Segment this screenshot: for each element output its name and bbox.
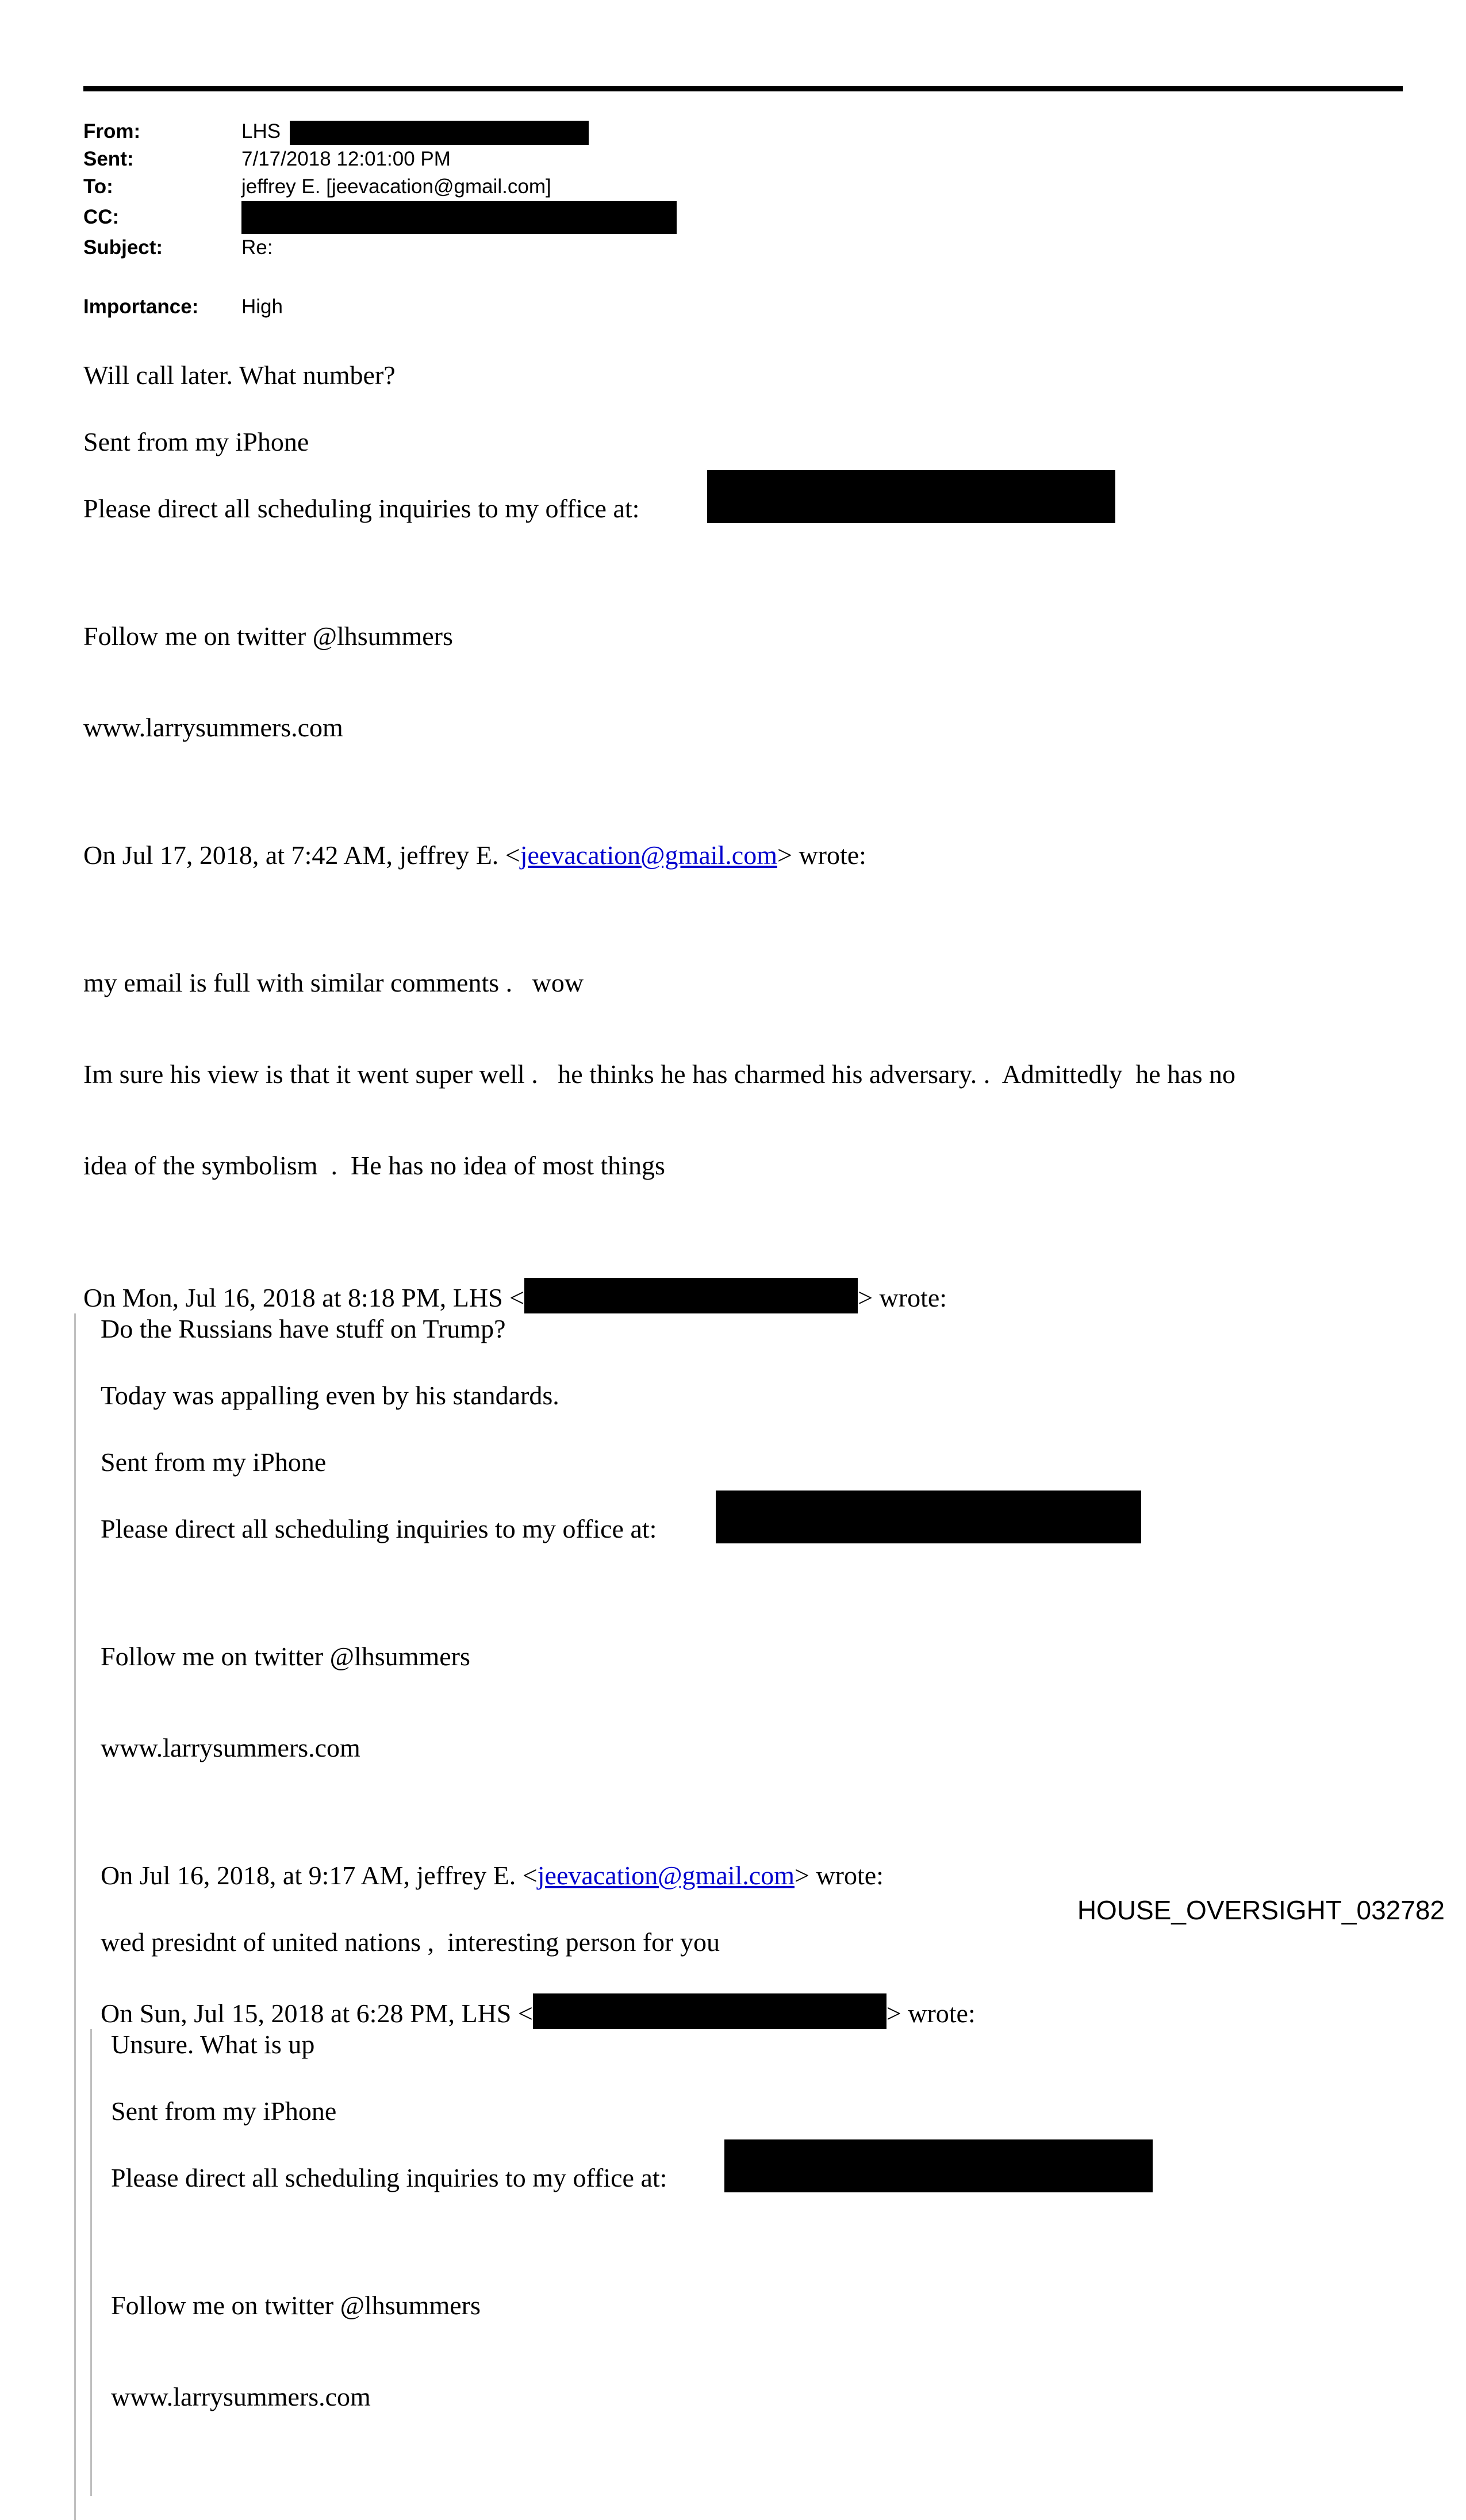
from-sender-name: LHS [241, 120, 281, 143]
signature-sent-from-iphone: Sent from my iPhone [83, 427, 309, 456]
header-row-sent [83, 145, 677, 173]
signature-website-line: www.larrysummers.com [101, 1733, 360, 1762]
header-row-subject [83, 234, 677, 262]
email5-body-line: Unsure. What is up [111, 2030, 315, 2059]
quote-level-2 [90, 2029, 1406, 2496]
signature-office-line [83, 493, 1406, 524]
quote-intro-pre: On Sun, Jul 15, 2018 at 6:28 PM, LHS < [101, 1999, 533, 2028]
signature-block [101, 1580, 1406, 1824]
signature-website-line: www.larrysummers.com [83, 713, 343, 742]
importance-value: High [241, 295, 283, 318]
quote-intro-pre: On Mon, Jul 16, 2018 at 8:18 PM, LHS < [83, 1283, 525, 1312]
redaction-bar [524, 1278, 858, 1313]
signature-block [83, 560, 1406, 804]
quote-intro-post: > wrote: [858, 1283, 947, 1312]
email-body [83, 360, 1406, 2520]
header-row-to [83, 173, 677, 201]
signature-office-line [111, 2162, 1406, 2193]
header-row-from [83, 118, 677, 145]
from-label: From: [83, 120, 141, 143]
sender-email-link[interactable]: jeevacation@gmail.com [537, 1861, 795, 1890]
redaction-bar [707, 470, 1115, 523]
signature-office-text: Please direct all scheduling inquiries to my office at: [101, 1514, 657, 1543]
email4-quote-intro [101, 1860, 1406, 1891]
quote-intro-post: > wrote: [777, 840, 866, 870]
signature-twitter-line: Follow me on twitter @lhsummers [83, 621, 453, 651]
redaction-bar [241, 201, 677, 234]
quote-intro-post: > wrote: [886, 1999, 976, 2028]
sent-label: Sent: [83, 148, 134, 170]
email3-body-line: Do the Russians have stuff on Trump? [101, 1314, 506, 1343]
signature-block [111, 2229, 1406, 2473]
email5-quote-intro [101, 1993, 1406, 2029]
signature-office-text: Please direct all scheduling inquiries to my office at: [83, 494, 640, 523]
signature-sent-from-iphone: Sent from my iPhone [101, 1447, 327, 1477]
cc-value [241, 201, 677, 234]
from-value [241, 118, 589, 145]
sender-email-link[interactable]: jeevacation@gmail.com [520, 840, 777, 870]
email4-body-line: wed presidnt of united nations , interesting person for you [101, 1927, 720, 1957]
signature-office-line [101, 1513, 1406, 1544]
quote-intro-pre: On Jul 17, 2018, at 7:42 AM, jeffrey E. < [83, 840, 520, 870]
email2-body [83, 906, 1406, 1242]
email1-body-line: Will call later. What number? [83, 360, 396, 390]
redaction-bar [724, 2139, 1153, 2192]
to-label: To: [83, 175, 113, 198]
redaction-bar [716, 1491, 1141, 1543]
email2-body-line: idea of the symbolism . He has no idea of most things [83, 1151, 665, 1180]
to-value: jeffrey E. [jeevacation@gmail.com] [241, 175, 551, 198]
redaction-bar [533, 1993, 886, 2029]
quote-intro-pre: On Jul 16, 2018, at 9:17 AM, jeffrey E. < [101, 1861, 538, 1890]
header-divider-rule [83, 86, 1403, 91]
signature-sent-from-iphone: Sent from my iPhone [111, 2096, 337, 2126]
cc-label: CC: [83, 206, 120, 228]
redaction-bar [290, 121, 589, 145]
sent-value: 7/17/2018 12:01:00 PM [241, 148, 451, 170]
bates-stamp: HOUSE_OVERSIGHT_032782 [1077, 1895, 1445, 1925]
subject-label: Subject: [83, 236, 163, 259]
signature-website-line: www.larrysummers.com [111, 2382, 371, 2411]
email3-body-line: Today was appalling even by his standards. [101, 1381, 559, 1410]
subject-value: Re: [241, 236, 273, 259]
signature-twitter-line: Follow me on twitter @lhsummers [101, 1642, 470, 1671]
signature-office-text: Please direct all scheduling inquiries to my office at: [111, 2163, 667, 2192]
email2-body-line: Im sure his view is that it went super well . he thinks he has charmed his adversary. . Admittedly he has no [83, 1059, 1235, 1089]
signature-twitter-line: Follow me on twitter @lhsummers [111, 2291, 481, 2320]
email-header [83, 118, 677, 321]
email2-body-line: my email is full with similar comments . wow [83, 968, 584, 997]
email2-quote-intro [83, 840, 1406, 870]
email3-quote-intro [83, 1278, 1406, 1313]
header-row-importance [83, 293, 677, 321]
importance-label: Importance: [83, 295, 199, 318]
quote-intro-post: > wrote: [795, 1861, 884, 1890]
header-row-cc [83, 201, 677, 234]
